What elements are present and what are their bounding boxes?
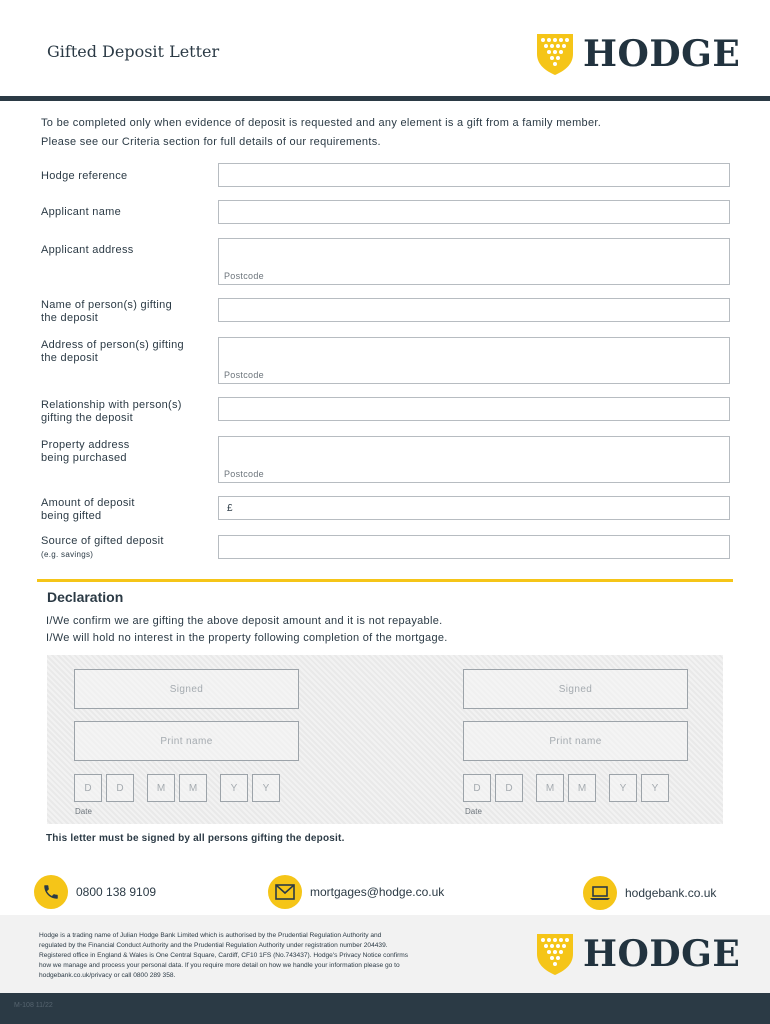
- signature-panel: [47, 655, 723, 824]
- currency-prefix: £: [227, 503, 233, 514]
- print-name-field-1[interactable]: Print name: [74, 721, 299, 761]
- envelope-icon: [268, 875, 302, 909]
- email-address[interactable]: mortgages@hodge.co.uk: [310, 885, 445, 899]
- shield-icon: [535, 932, 575, 976]
- gifter-name-label-line-1: Name of person(s) gifting: [41, 299, 172, 311]
- property-address-label-line-1: Property address: [41, 439, 130, 451]
- hodge-logo-footer: [535, 932, 740, 976]
- property-address-label-line-2: being purchased: [41, 452, 127, 464]
- gifter-address-input[interactable]: [218, 337, 730, 384]
- relationship-input[interactable]: [218, 397, 730, 421]
- phone-contact: [34, 875, 156, 909]
- date-label-1: Date: [75, 807, 92, 816]
- relationship-label-line-2: gifting the deposit: [41, 412, 133, 424]
- form-code: M-108 11/22: [14, 1002, 53, 1009]
- deposit-source-label-main: Source of gifted deposit: [41, 535, 164, 547]
- header-divider: [0, 96, 770, 101]
- deposit-source-input[interactable]: [218, 535, 730, 559]
- property-address-label: [41, 439, 211, 465]
- postcode-hint: Postcode: [224, 469, 264, 479]
- email-contact: [268, 875, 444, 909]
- applicant-name-label: Applicant name: [41, 206, 122, 218]
- property-address-input[interactable]: [218, 436, 730, 483]
- signature-note: This letter must be signed by all persons gifting the deposit.: [46, 833, 345, 844]
- intro-line-2: Please see our Criteria section for full details of our requirements.: [41, 136, 381, 148]
- date-month-1-a[interactable]: M: [147, 774, 175, 802]
- date-day-2-b[interactable]: D: [495, 774, 523, 802]
- website-contact: [583, 876, 716, 910]
- deposit-amount-label-line-2: being gifted: [41, 510, 102, 522]
- shield-icon: [535, 32, 575, 76]
- legal-line-1: Hodge is a trading name of Julian Hodge Bank Limited which is authorised by the Prudential Regulation Authority and: [39, 932, 382, 939]
- applicant-name-input[interactable]: [218, 200, 730, 224]
- gifter-name-label-line-2: the deposit: [41, 312, 99, 324]
- date-month-2-b[interactable]: M: [568, 774, 596, 802]
- logo-wordmark: HODGE: [583, 33, 741, 75]
- phone-number[interactable]: 0800 138 9109: [76, 885, 157, 899]
- applicant-address-input[interactable]: [218, 238, 730, 285]
- website-url[interactable]: hodgebank.co.uk: [625, 886, 717, 900]
- relationship-label: [41, 399, 211, 425]
- laptop-icon: [583, 876, 617, 910]
- legal-line-3: Registered office in England & Wales is One Central Square, Cardiff, CF10 1FS (No.743437). Hodge's Privacy Notice confirms: [39, 952, 409, 959]
- print-name-field-2[interactable]: Print name: [463, 721, 688, 761]
- hodge-reference-input[interactable]: [218, 163, 730, 187]
- bottom-bar: [0, 993, 770, 1024]
- logo-wordmark: HODGE: [583, 933, 741, 975]
- declaration-line-1: I/We confirm we are gifting the above deposit amount and it is not repayable.: [46, 615, 443, 627]
- declaration-line-2: I/We will hold no interest in the property following completion of the mortgage.: [46, 632, 448, 644]
- gifter-name-label: [41, 299, 211, 325]
- gifter-address-label: [41, 339, 211, 365]
- intro-line-1: To be completed only when evidence of deposit is requested and any element is a gift from a family member.: [41, 117, 602, 129]
- postcode-hint: Postcode: [224, 271, 264, 281]
- date-month-1-b[interactable]: M: [179, 774, 207, 802]
- declaration-divider: [37, 579, 733, 582]
- date-year-1-a[interactable]: Y: [220, 774, 248, 802]
- signed-field-2[interactable]: Signed: [463, 669, 688, 709]
- deposit-amount-label: [41, 497, 211, 523]
- date-label-2: Date: [465, 807, 482, 816]
- phone-icon: [34, 875, 68, 909]
- relationship-label-line-1: Relationship with person(s): [41, 399, 182, 411]
- hodge-logo: [535, 32, 740, 76]
- legal-line-2: regulated by the Financial Conduct Authority and the Prudential Regulation Authority under registration number 204439.: [39, 942, 388, 949]
- legal-line-4: how we manage and process your personal data. If you require more detail on how we handle your information please go to: [39, 962, 400, 969]
- date-day-1-a[interactable]: D: [74, 774, 102, 802]
- deposit-amount-label-line-1: Amount of deposit: [41, 497, 135, 509]
- postcode-hint: Postcode: [224, 370, 264, 380]
- deposit-amount-input[interactable]: [218, 496, 730, 520]
- gifter-address-label-line-2: the deposit: [41, 352, 99, 364]
- date-day-1-b[interactable]: D: [106, 774, 134, 802]
- date-year-2-b[interactable]: Y: [641, 774, 669, 802]
- date-year-1-b[interactable]: Y: [252, 774, 280, 802]
- signed-field-1[interactable]: Signed: [74, 669, 299, 709]
- deposit-source-label: [41, 535, 211, 561]
- legal-line-5: hodgebank.co.uk/privacy or call 0800 289 358.: [39, 972, 176, 979]
- date-month-2-a[interactable]: M: [536, 774, 564, 802]
- gifter-name-input[interactable]: [218, 298, 730, 322]
- declaration-title: Declaration: [47, 589, 124, 605]
- hodge-reference-label: Hodge reference: [41, 170, 128, 182]
- date-year-2-a[interactable]: Y: [609, 774, 637, 802]
- deposit-source-example: (e.g. savings): [41, 550, 94, 559]
- gifter-address-label-line-1: Address of person(s) gifting: [41, 339, 184, 351]
- date-day-2-a[interactable]: D: [463, 774, 491, 802]
- document-title: Gifted Deposit Letter: [47, 42, 220, 61]
- legal-text: [39, 931, 499, 981]
- applicant-address-label: Applicant address: [41, 244, 134, 256]
